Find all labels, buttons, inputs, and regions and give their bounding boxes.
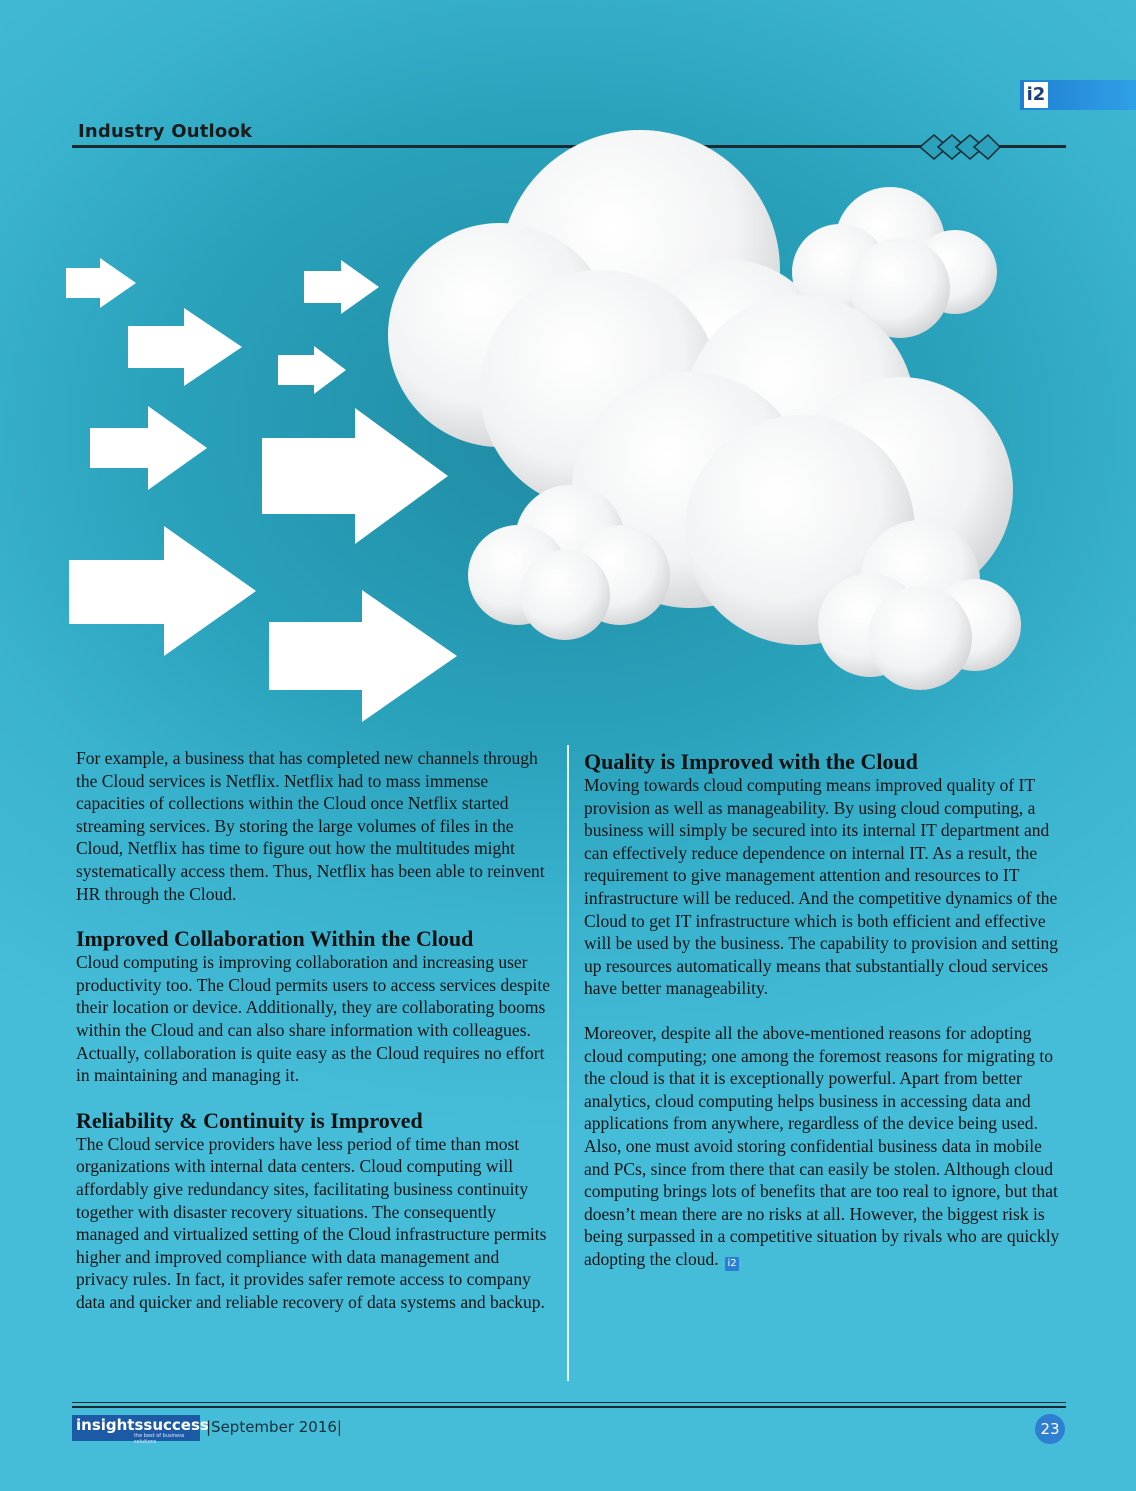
footer-rule-thick bbox=[72, 1406, 1066, 1408]
header-rule bbox=[72, 145, 1066, 148]
clouds-and-arrows-illustration bbox=[0, 150, 1136, 730]
footer-logo-tagline: the best of business solutions bbox=[134, 1433, 185, 1445]
right-column bbox=[584, 750, 1062, 1271]
arrow-icon bbox=[304, 260, 379, 314]
reliability-paragraph: The Cloud service providers have less period of time than most organizations with internal data centers. Cloud computing will affordably give redundancy sites, facilitating business continuity together with disaster recovery situations. The consequently managed and virtualized setting of the Cloud infrastructure permits higher and improved compliance with data management and privacy rules. In fact, it provides safer remote access to company data and quicker and reliable recovery of data systems and backup. bbox=[76, 1133, 547, 1312]
arrow-icon bbox=[90, 406, 207, 490]
moreover-text: Moreover, despite all the above-mentioned reasons for adopting cloud computing; one among the foremost reasons for migrating to the cloud is that it is exceptionally powerful. Apart from better analytics, cloud computing helps business in accessing data and applications from anywhere, regardless of the device being used. Also, one must avoid storing confidential business data in mobile and PCs, since from there that can easily be stolen. Although cloud computing brings lots of benefits that are too real to ignore, but that doesn’t mean there are no risks at all. However, the biggest risk is being surpassed in a competitive situation by rivals who are quickly adopting the cloud. bbox=[584, 1022, 1060, 1269]
arrow-icon bbox=[128, 308, 242, 386]
issue-date: |September 2016| bbox=[206, 1418, 342, 1436]
moreover-paragraph bbox=[584, 1022, 1062, 1271]
heading-quality: Quality is Improved with the Cloud bbox=[584, 749, 918, 774]
arrow-icon bbox=[278, 346, 346, 394]
page-number: 23 bbox=[1035, 1414, 1065, 1444]
arrow-icon bbox=[269, 590, 457, 722]
column-divider bbox=[567, 745, 569, 1381]
brand-logo-icon: i2 bbox=[1024, 82, 1048, 108]
arrow-icon bbox=[69, 526, 256, 656]
left-column bbox=[76, 747, 556, 1313]
intro-paragraph: For example, a business that has completed new channels through the Cloud services is Netflix. Netflix had to mass immense capacities of collections within the Cloud once Netflix started streaming services. By storing the large volumes of files in the Cloud, Netflix has time to figure out how the multitudes might systematically access them. Thus, Netflix has been able to reinvent HR through the Cloud. bbox=[76, 748, 545, 904]
section-label: Industry Outlook bbox=[78, 121, 253, 142]
arrow-icon bbox=[66, 258, 136, 308]
footer-logo-text: insightssuccess bbox=[76, 1416, 209, 1434]
footer-rule-thin bbox=[72, 1402, 1066, 1403]
end-mark-icon: i2 bbox=[725, 1257, 739, 1271]
quality-paragraph: Moving towards cloud computing means improved quality of IT provision as well as manageability. By using cloud computing, a business will simply be secured into its internal IT department and can effectively reduce dependence on internal IT. As a result, the requirement to give management attention and resources to IT infrastructure will be reduced. And the competitive dynamics of the Cloud to get IT infrastructure which is both efficient and effective will be used by the business. The capability to provision and setting up resources automatically means that substantially cloud services have better manageability. bbox=[584, 775, 1059, 999]
arrow-icon bbox=[262, 408, 448, 544]
heading-collaboration: Improved Collaboration Within the Cloud bbox=[76, 926, 474, 952]
collaboration-paragraph: Cloud computing is improving collaboration and increasing user productivity too. The Cloud permits users to access services despite their location or device. Additionally, they are collaborating booms within the Cloud and can also share information with colleagues. Actually, collaboration is quite easy as the Cloud requires no effort in maintaining and managing it. bbox=[76, 952, 551, 1086]
heading-reliability: Reliability & Continuity is Improved bbox=[76, 1107, 423, 1133]
footer-logo bbox=[72, 1415, 209, 1445]
